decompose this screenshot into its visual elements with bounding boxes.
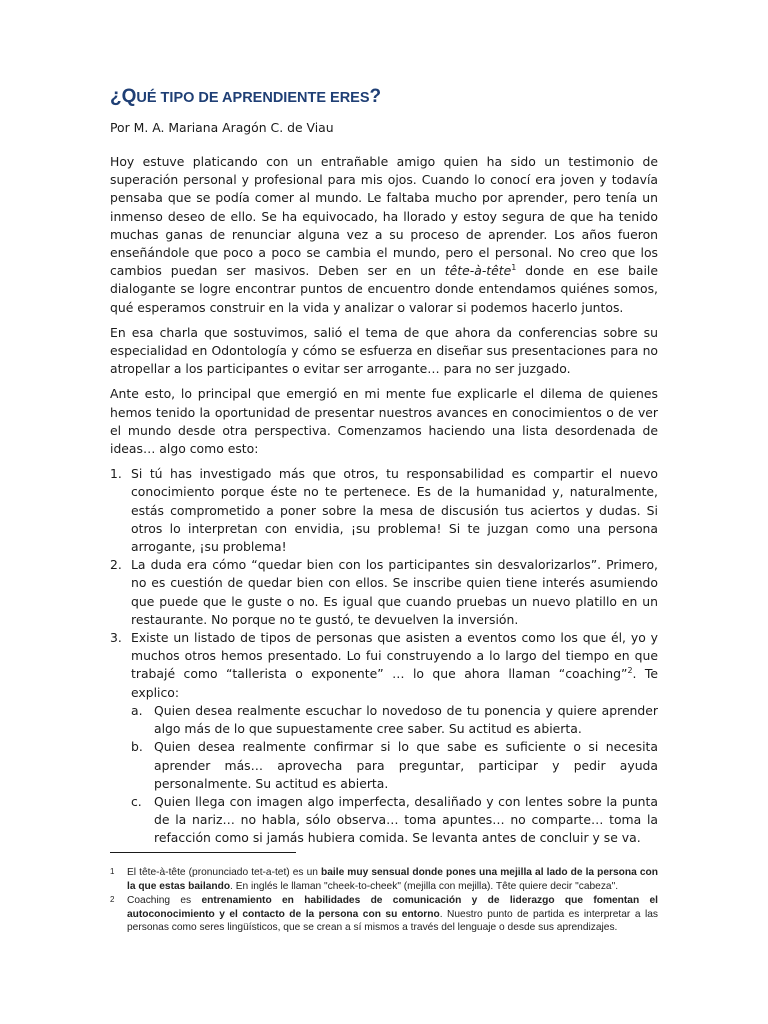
sub-list-item [131,738,658,793]
sub-list-item [131,702,658,738]
footnote-1: 1 El tête-à-tête (pronunciado tet-a-tet) es un baile muy sensual donde pones una mejilla al lado de la persona con la que estas bailando. En inglés le llaman "cheek-to-cheek" (mejilla con mejilla). Tête quiere decir "cabeza". [110,867,658,892]
document-body [110,153,658,848]
list-number: 3. [110,630,122,646]
paragraph-3: Ante esto, lo principal que emergió en mi mente fue explicarle el dilema de quienes hemos tenido la oportunidad de presentar nuestros avances en conocimientos o de ver el mundo desde otra perspectiva. Comenzamos haciendo una lista desordenada de ideas… algo como esto: [110,386,658,457]
sub-list-item [131,793,658,848]
footnote-ref-2[interactable]: 2 [627,666,633,676]
attendee-type-list [131,702,658,848]
tete-a-tete-term: tête-à-tête [444,263,512,279]
sub-list-item-text: Quien desea realmente escuchar lo novedoso de tu ponencia y quiere aprender algo más de lo que supuestamente cree saber. Su actitud es abierta. [154,702,658,737]
title-rest: UÉ TIPO DE APRENDIENTE ERES [136,90,370,106]
list-item-text: Existe un listado de tipos de personas que asisten a eventos como los que él, yo y muchos otros hemos presentado. Lo fui construyendo a lo largo del tiempo en que trabajé como “tallerista o exponente” … lo que ahora llaman “coaching” [131,630,658,682]
sub-list-letter: a. [131,702,143,718]
sub-list-letter: c. [131,793,142,809]
footnote-ref-1[interactable]: 1 [511,263,517,273]
paragraph-1: Hoy estuve platicando con un entrañable amigo quien ha sido un testimonio de superación personal y profesional para mis ojos. Cuando lo conocí era joven y todavía pensaba que se podía comer al mundo. Le faltaba mucho por aprender, pero tenía un inmenso deseo de ello. Se ha equivocado, ha llorado y estoy segura de que ha tenido muchas ganas de renunciar alguna vez a su proceso de aprender. Los años fueron enseñándole que poco a poco se cambia el mundo, pero el personal. No creo que los cambios puedan ser masivos. Deben ser en un tête-à-tête$^1$ donde en ese baile dialogante se logre encontrar puntos de encuentro donde entendamos quiénes somos, qué esperamos construir en la vida y analizar o valorar si podemos hacerlo juntos. [110,154,658,315]
paragraph-2: En esa charla que sostuvimos, salió el tema de que ahora da conferencias sobre su especialidad en Odontología y cómo se esfuerza en diseñar sus presentaciones para no atropellar a los participantes o evitar ser arrogante… para no ser juzgado. [110,324,658,377]
list-item-text: Si tú has investigado más que otros, tu responsabilidad es compartir el nuevo conocimiento porque éste no te pertenece. Es de la humanidad y, naturalmente, estás comprometido a poner sobre la mesa de discusión tus aciertos y dudas. Si otros lo interpretan con envidia, ¡su problema! Si te juzgan como una persona arrogante, ¡su problema! [131,466,658,555]
list-number: 2. [110,557,122,573]
sub-list-item-text: Quien llega con imagen algo imperfecta, desaliñado y con lentes sobre la punta de la nariz… no habla, sólo observa… toma apuntes… no comparte… toma la refacción como si jamás hubiera comida. Se levanta antes de concluir y se va. [154,793,658,846]
list-number: 1. [110,466,122,482]
list-item: 3. Existe un listado de tipos de personas que asisten a eventos como los que él, yo y muchos otros hemos presentado. Lo fui construyendo a lo largo del tiempo en que trabajé como “tallerista o exponente” … lo que ahora llaman “coaching”$^2$. Te explico: a. Quien desea realmente escuchar lo novedoso de tu ponencia y quiere aprender algo más de lo que supuestamente cree saber. Su actitud es abierta. b. Quien desea realmente confirmar si lo que sabe es suficiente o si necesita aprender más… aprovecha para preguntar, participar y pedir ayuda personalmente. Su actitud es abierta. c. Quien llega con imagen algo imperfecta, desaliñado y con lentes sobre la punta de la nariz… no habla, sólo observa… toma apuntes… no comparte… toma la refacción como si jamás hubiera comida. Se levanta antes de concluir y se va. [110,629,658,847]
footnote-number: 1 [110,867,115,876]
title-lead: ¿Q [110,86,137,107]
document-title [110,86,381,108]
list-item [110,556,658,629]
footnote-separator [110,852,296,853]
footnote-number: 2 [110,895,115,905]
idea-list [110,465,658,847]
footnotes [110,866,658,936]
title-end: ? [369,86,382,107]
author-line: Por M. A. Mariana Aragón C. de Viau [110,120,334,135]
sub-list-letter: b. [131,739,143,755]
list-item [110,465,658,556]
list-item-text: La duda era cómo “quedar bien con los participantes sin desvalorizarlos”. Primero, no es cuestión de quedar bien con ellos. Se inscribe quien tiene interés asumiendo que puede que le guste o no. Es igual que cuando pruebas un nuevo platillo en un restaurante. No porque no te gustó, te devuelven la inversión. [131,557,658,627]
sub-list-item-text: Quien desea realmente confirmar si lo que sabe es suficiente o si necesita aprender más… aprovecha para preguntar, participar y pedir ayuda personalmente. Su actitud es abierta. [154,739,658,791]
footnote-2: 2 Coaching es entrenamiento en habilidades de comunicación y de liderazgo que fomentan el autoconocimiento y el contacto de la persona con su entorno. Nuestro punto de partida es interpretar a las personas como seres lingüísticos, que se crean a sí mismos a través del lenguaje o desde sus aprendizajes. [110,895,658,934]
